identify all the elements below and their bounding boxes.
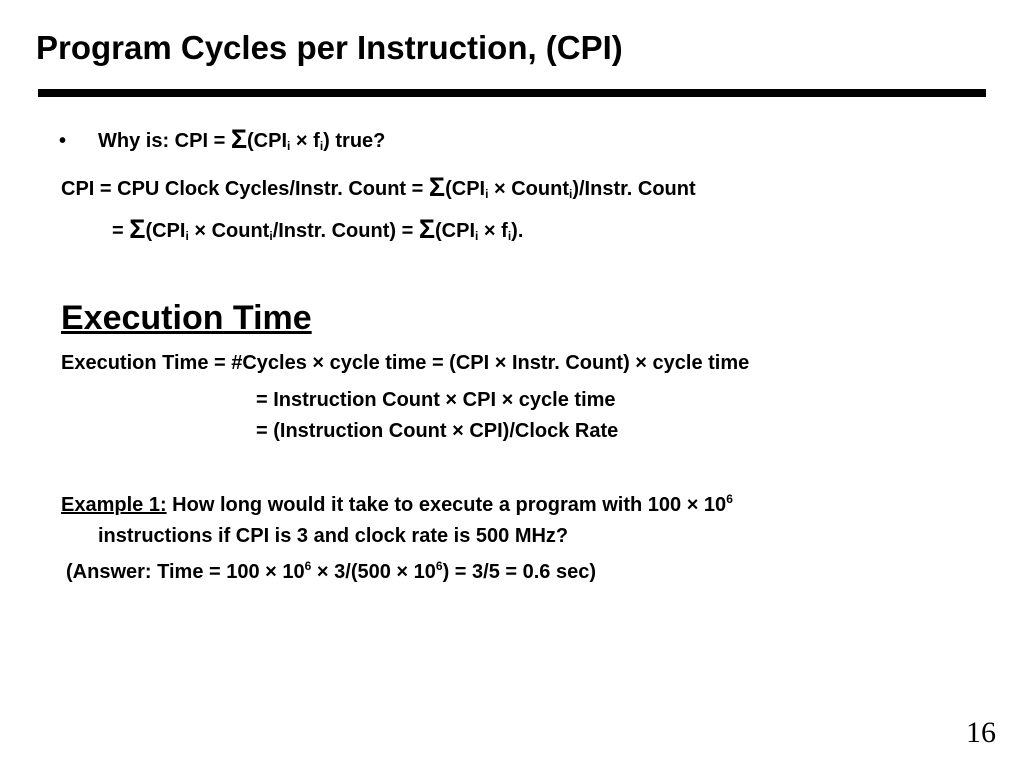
slide-title: Program Cycles per Instruction, (CPI) bbox=[36, 29, 623, 66]
sigma-symbol: Σ bbox=[230, 124, 248, 154]
formula-text: × f bbox=[478, 220, 508, 242]
bullet-question bbox=[98, 124, 386, 154]
example-text: How long would it take to execute a program with 100 × 10 bbox=[166, 494, 727, 516]
superscript: 6 bbox=[435, 559, 443, 573]
answer-text: (Answer: Time = 100 × 10 bbox=[66, 561, 305, 583]
title-divider bbox=[38, 89, 986, 97]
section-heading: Execution Time bbox=[61, 299, 312, 337]
formula-text: × Count bbox=[488, 178, 569, 200]
bullet-lead: Why is: CPI = bbox=[98, 130, 231, 152]
subscript: i bbox=[287, 139, 291, 153]
formula-text: CPI = CPU Clock Cycles/Instr. Count = bbox=[61, 178, 429, 200]
example-line-1 bbox=[61, 493, 733, 517]
superscript: 6 bbox=[726, 492, 733, 506]
answer-text: × 3/(500 × 10 bbox=[311, 561, 436, 583]
subscript: i bbox=[507, 229, 512, 243]
page-number: 16 bbox=[966, 716, 996, 749]
formula-text: (CPI bbox=[145, 220, 186, 242]
example-label: Example 1: bbox=[61, 494, 167, 516]
example-answer bbox=[66, 560, 596, 584]
subscript: i bbox=[485, 187, 489, 201]
formula-text: = bbox=[112, 220, 130, 242]
cpi-formula-line-1 bbox=[61, 172, 696, 202]
subscript: i bbox=[475, 229, 479, 243]
bullet-open: (CPI bbox=[247, 130, 288, 152]
sigma-symbol: Σ bbox=[129, 214, 146, 244]
subscript: i bbox=[269, 229, 273, 243]
formula-text: (CPI bbox=[445, 178, 486, 200]
cpi-formula-line-2 bbox=[112, 214, 524, 244]
bullet-mid: × f bbox=[290, 130, 320, 152]
answer-text: ) = 3/5 = 0.6 sec) bbox=[442, 561, 597, 583]
exec-time-line-1: Execution Time = #Cycles × cycle time = (CPI × Instr. Count) × cycle time bbox=[61, 352, 750, 374]
exec-time-line-2: = Instruction Count × CPI × cycle time bbox=[256, 389, 616, 411]
sigma-symbol: Σ bbox=[428, 172, 446, 202]
subscript: i bbox=[185, 229, 189, 243]
bullet-close: ) true? bbox=[323, 130, 386, 152]
subscript: i bbox=[319, 139, 324, 153]
sigma-symbol: Σ bbox=[418, 214, 436, 244]
superscript: 6 bbox=[304, 559, 312, 573]
formula-text: ). bbox=[511, 220, 524, 242]
subscript: i bbox=[568, 187, 573, 201]
formula-text: )/Instr. Count bbox=[572, 178, 696, 200]
example-line-2: instructions if CPI is 3 and clock rate is 500 MHz? bbox=[98, 525, 569, 547]
formula-text: (CPI bbox=[435, 220, 476, 242]
exec-time-line-3: = (Instruction Count × CPI)/Clock Rate bbox=[256, 420, 619, 442]
bullet-marker: • bbox=[59, 130, 67, 152]
formula-text: × Count bbox=[188, 220, 270, 242]
formula-text: /Instr. Count) = bbox=[272, 220, 419, 242]
